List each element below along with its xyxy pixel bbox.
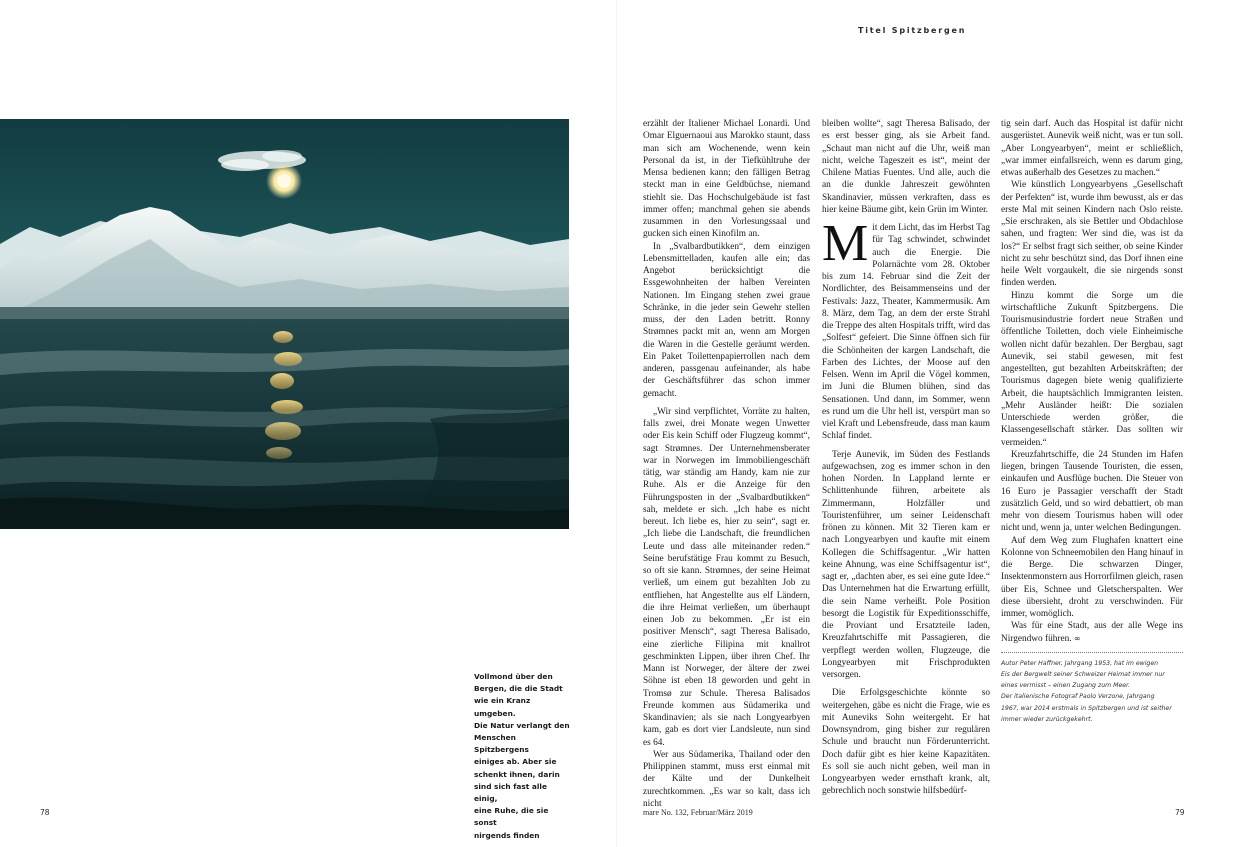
text-column-2 (822, 118, 990, 798)
drop-cap-text: it dem Licht, das im Herbst Tag für Tag schwindet, schwindet auch die Energie. Die Polarnächte vom 28. Oktober bis zum 14. Februar sind die Zeit der Nordlichter, des Beisammenseins und der Festivals: Jazz, Theater, Kammermusik. Am 8. März, dem Tag, an dem der erste Strahl die Treppe des alten Hospitals trifft, wird das „Solfest“ gefeiert. Die Sinne öffnen sich für die Schönheiten der kargen Landschaft, die Farben des Lichtes, der Moose auf den Felsen. Wenn im April die Vögel kommen, im Juni die Blumen blühen, sind das Sensationen. Und dann, im Sommer, wenn es rund um die Uhr hell ist, verspürt man so viel Kraft und Lebensfreude, dass man kaum Schlaf findet. (822, 223, 990, 442)
landscape-photo (0, 119, 569, 529)
author-note-line: eines vermisst – einen Zugang zum Meer. (1001, 682, 1130, 690)
paragraph: Kreuzfahrtschiffe, die 24 Stunden im Hafen liegen, bringen Tausende Touristen, die essen, einkaufen und Ausflüge buchen. Die Steuer von 16 Euro je Passagier verschafft der Stadt zusätzlich Geld, und so wird debattiert, ob man mehr von diesem Tourismus haben will oder nicht und, wenn ja, unter welchen Bedingungen. (1001, 449, 1183, 534)
paragraph: Hinzu kommt die Sorge um die wirtschaftliche Zukunft Spitzbergens. Die Tourismusindustrie fordert neue Straßen und öffentliche Toiletten, doch viele Einheimische wollen nicht dafür bezahlen. Der Bergbau, sagt Aunevik, sei stabil gewesen, mit fest angestellten, gut bezahlten Arbeitskräften; der Tourismus dagegen biete wenig qualifizierte Arbeit, die hauptsächlich Immigranten leisten. „Mehr Ausländer heißt: Die sozialen Unterschiede werden größer, die Klassengesellschaft stärker. Das sollten wir vermeiden.“ (1001, 290, 1183, 448)
paragraph: Auf dem Weg zum Flughafen knattert eine Kolonne von Schneemobilen den Hang hinauf in die Berge. Die schwarzen Dinger, Insektenmonstern aus Horrorfilmen gleich, rasen über Eis, Schnee und Gletscherspalten. Wer diese übersieht, droht zu verschwinden. Für immer, womöglich. (1001, 535, 1184, 619)
end-mark-icon: ∞ (1073, 633, 1081, 643)
author-note-line: Autor Peter Haffner, Jahrgang 1953, hat im ewigen (1001, 659, 1159, 667)
author-note-line: Der italienische Fotograf Paolo Verzone, Jahrgang (1001, 693, 1155, 701)
paragraph: Wer aus Südamerika, Thailand oder den Philippinen stammt, muss erst einmal mit der Kälte und der Dunkelheit zurechtkommen. „Es war so kalt, dass ich nicht (643, 749, 810, 809)
author-note-line: immer wieder zurückgekehrt. (1001, 715, 1093, 723)
author-note (1001, 658, 1183, 725)
text-column-3 (1001, 118, 1183, 798)
paragraph: „Wir sind verpflichtet, Vorräte zu halten, falls zwei, drei Monate wegen Unwetter oder Eis kein Schiff oder Flugzeug kommt“, sagt Strømnes. Der Unternehmensberater war in Norwegen im Immobiliengeschäft tätig, war ständig am Handy, kam nie zur Ruhe. Als er die Anzeige für den Führungsposten in der „Svalbardbutikken“ sah, meldete er sich. „Ich habe es nicht bereut. Ich liebe es, hier zu sein“, sagt er. „Ich liebe die Landschaft, die freundlichen Leute und dass alle miteinander reden.“ Seine berufstätige Frau kommt zu Besuch, so oft sie kann. Strømnes, der seine Heimat verließ, um einem gut bezahlten Job zu entfliehen, hat Angestellte aus elf Ländern, die ihre Heimat verließen, um überhaupt einen Job zu bekommen. „Er ist ein positiver Mensch“, sagt Theresa Balisado, eine zierliche Filipina mit knallrot geschminkten Lippen, über ihren Chef. Ihr Mann ist Norweger, der ältere der zwei Söhne ist eben 18 geworden und geht in Tromsø zur Schule. Theresa Balisados Freunde kommen aus Südamerika und Skandinavien; als sie nach Longyearbyen kam, gab es dort vier Landsleute, nun sind es 64. (643, 406, 810, 748)
drop-cap-paragraph (822, 215, 990, 443)
paragraph: tig sein darf. Auch das Hospital ist dafür nicht ausgerüstet. Aunevik weiß nicht, was er tun soll. „Aber Longyearbyen“, meint er schließlich, „war immer einfallsreich, wenn es darum ging, etwas außerhalb des Gesetzes zu machen.“ (1001, 119, 1183, 178)
paragraph: Wie künstlich Longyearbyens „Gesellschaft der Perfekten“ ist, wurde ihm bewusst, als er das erste Mal mit seinen Kindern nach Oslo reiste. „Sie erschraken, als sie Bettler und Obdachlose sahen, und fragten: Wer sind die, was ist da los?“ Er selbst fragt sich seither, ob seine Kinder nicht zu sehr beschützt sind, das Dorf ihnen eine heile Welt vorgaukelt, die sie nirgends sonst finden werden. (1001, 180, 1183, 289)
paragraph: bleiben wollte“, sagt Theresa Balisado, der es erst besser ging, als sie Arbeit fand. „Schaut man nicht auf die Uhr, weiß man nicht, welche Tageszeit es ist“, meint der Chilene Matias Fuentes. Und alle, auch die an die dunkle Jahreszeit gewöhnten Skandinavier, müssen verkraften, dass es hier keine Bäume gibt, kein Grün im Winter. (822, 119, 990, 215)
paragraph: In „Svalbardbutikken“, dem einzigen Lebensmittelladen, kaufen alle ein; das Angebot berücksichtigt die Essgewohnheiten der halben Vereinten Nationen. Im Eingang stehen zwei graue Schränke, in die jeder sein Gewehr stellen muss, der den Laden betritt. Ronny Strømnes packt mit an, wenn am Morgen die Waren in die Gestelle geräumt werden. Ein Paket Toilettenpapierrollen nach dem anderen, passgenau aufeinander, als habe der Geschäftsführer das schon immer gemacht. (643, 241, 810, 399)
paragraph: erzählt der Italiener Michael Lonardi. Und Omar Elguernaoui aus Marokko staunt, dass man sich am Wochenende, wenn kein Personal da ist, in der Tiefkühltruhe der Mensa bedienen kann; den fälligen Betrag steckt man in eine Geldbüchse, niemand stiehlt sie. Das Hochschulgebäude ist fast immer offen; manchmal gehen sie abends zusammen in den Vorlesungssaal und gucken sich einen Kinofilm an. (643, 119, 810, 240)
moon-icon (266, 163, 302, 199)
paragraph: Terje Aunevik, im Süden des Festlands aufgewachsen, zog es immer schon in den hohen Norden. In Lappland lernte er Schlittenhunde führen, arbeitete als Zimmermann, Holzfäller und Touristenführer, um seiner Leidenschaft frönen zu können. Mit 32 Tieren kam er nach Longyearbyen und kaufte mit einem Kollegen die Schiffsagentur. „Wir hatten keine Ahnung, was eine Schiffsagentur ist“, sagt er, „dachten aber, es sei eine gute Idee.“ Das Unternehmen hat die Erwartung erfüllt, die sein Name verheißt. Pole Position besorgt die Logistik für Expeditionsschiffe, die Proviant und Ersatzteile laden, Kreuzfahrtschiffe mit Passagieren, die verpflegt werden wollen, Flugzeuge, die Longyearbyen mit Frischprodukten versorgen. (822, 449, 990, 680)
issue-footer: mare No. 132, Februar/März 2019 (643, 808, 753, 817)
photo-caption: Vollmond über den Bergen, die die Stadt wie ein Kranz umgeben. Die Natur verlangt den Menschen Spitzbergens einiges ab. Aber sie schenkt ihnen, darin sind sich fast alle einig, eine Ruhe, die sie sonst nirgends finden (474, 672, 570, 840)
author-note-line: 1967, war 2014 erstmals in Spitzbergen und ist seither (1001, 704, 1172, 712)
author-divider (1001, 652, 1183, 653)
last-paragraph-text: Was für eine Stadt, aus der alle Wege ins Nirgendwo führen. (1001, 621, 1183, 644)
page-gutter (616, 0, 617, 847)
last-paragraph (1001, 620, 1183, 645)
drop-cap: M (822, 215, 869, 272)
author-note-line: Eis der Bergwelt seiner Schweizer Heimat immer nur (1001, 670, 1165, 678)
running-head: Titel Spitzbergen (858, 26, 967, 35)
text-column-1 (643, 118, 810, 809)
paragraph: Die Erfolgsgeschichte könnte so weitergehen, gäbe es nicht die Frage, wie es mit Auneviks Sohn weitergeht. Er hat Downsyndrom, ging bisher zur regulären Schule und braucht nun Förderunterricht. Doch dafür gibt es hier keine Kapazitäten. Es soll sie auch nicht geben, weil man in Longyearbyen weder ernsthaft krank, alt, gebrechlich noch sonstwie hilfsbedürf- (822, 688, 990, 797)
page-number-right: 79 (1175, 808, 1185, 817)
page-number-left: 78 (40, 808, 50, 817)
